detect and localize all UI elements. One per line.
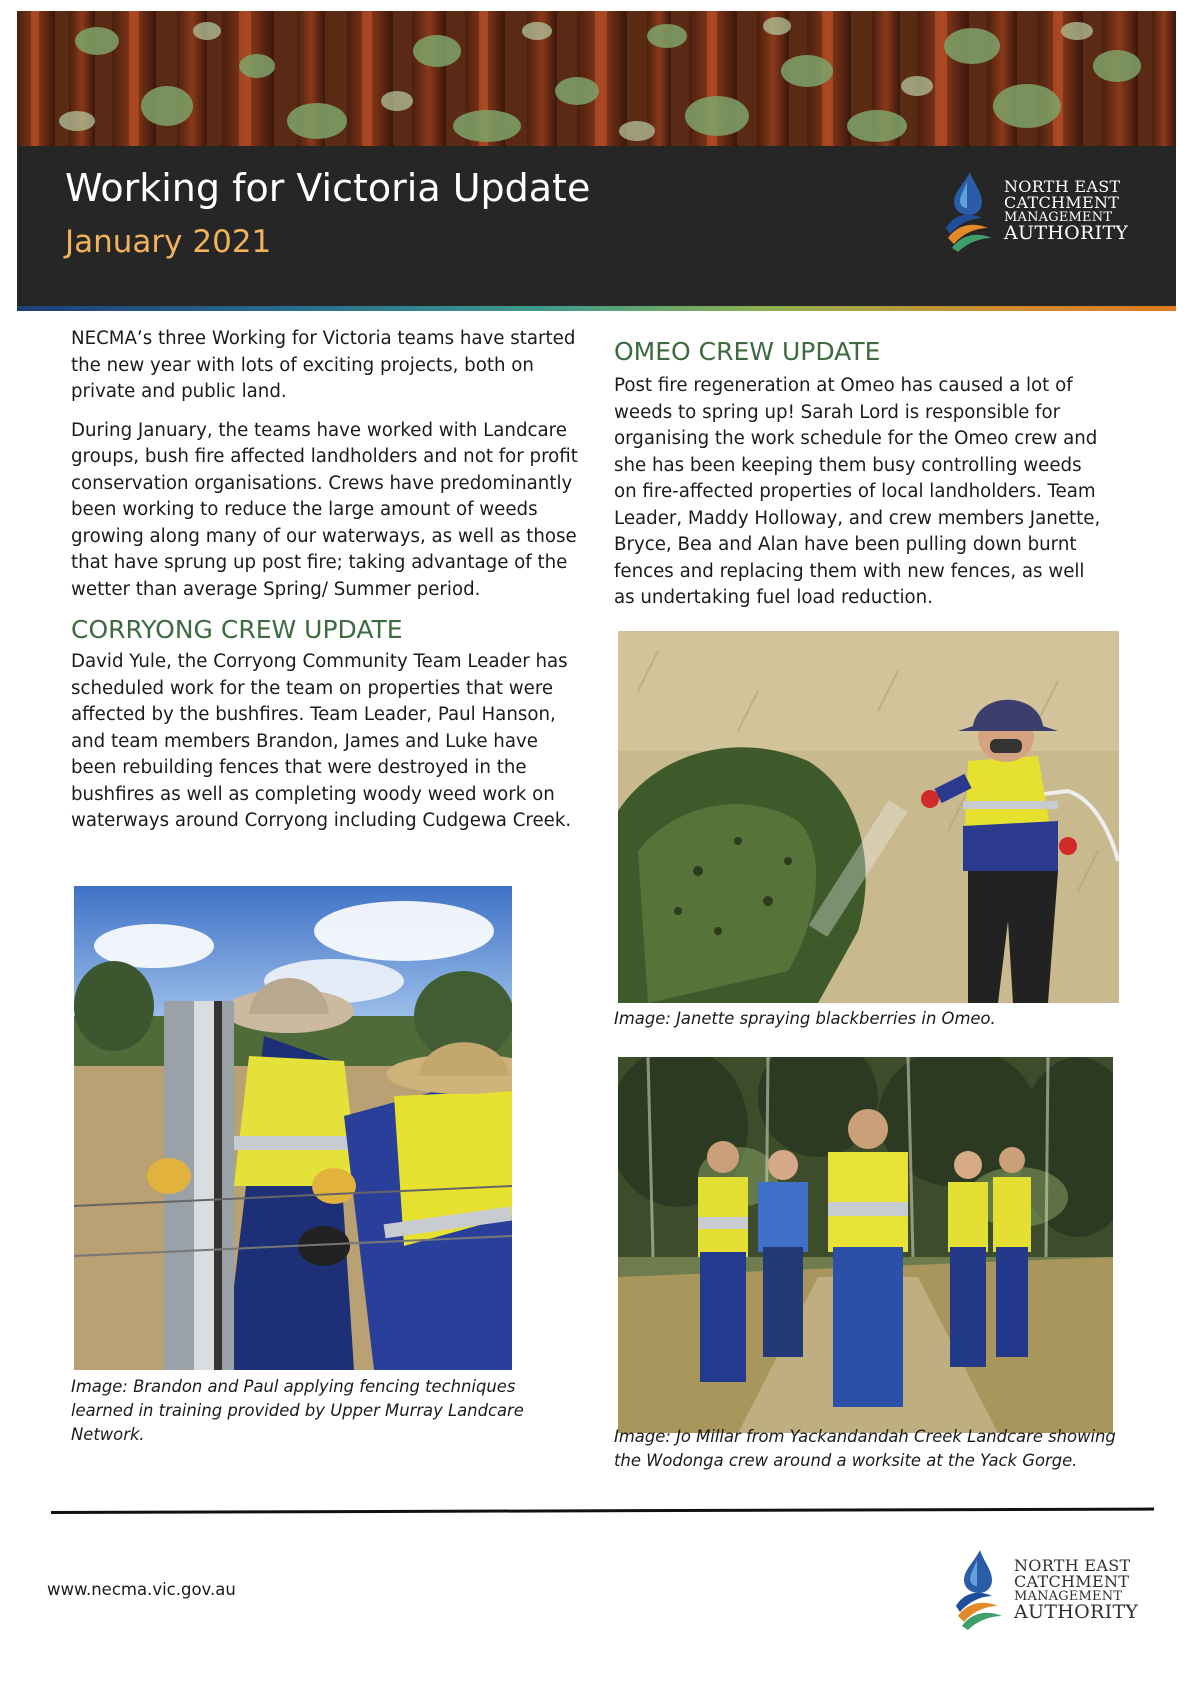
forest-header-image [17,11,1176,146]
intro-paragraph-1: NECMA’s three Working for Victoria teams have started the new year with lots of exciting projects, both on private and public land. [71,328,576,402]
caption-label: Image: [614,1427,671,1446]
right-column [614,373,1104,624]
logo-line-2: CATCHMENT [1014,1572,1130,1591]
logo-line-4: AUTHORITY [1014,1601,1139,1623]
omeo-photo-caption: Image: Janette spraying blackberries in Omeo. [614,1009,996,1028]
corryong-fencing-photo [74,886,512,1370]
left-column [71,326,581,847]
footer-divider [51,1508,1154,1514]
logo-line-2: CATCHMENT [1004,193,1120,212]
page-title: Working for Victoria Update [65,166,591,210]
logo-line-3: MANAGEMENT [1004,210,1113,225]
necma-logo-header [940,170,1128,252]
website-link[interactable]: www.necma.vic.gov.au [47,1580,236,1599]
omeo-paragraph: Post fire regeneration at Omeo has caused a lot of weeds to spring up! Sarah Lord is responsible for organising the work schedule for the Omeo crew and she has been keeping them busy controlling weeds on fire-affected properties of local landholders. Team Leader, Maddy Holloway, and crew members Janette, Bryce, Bea and Alan have been pulling down burnt fences and replacing them with new fences, as well as undertaking fuel load reduction. [614,375,1101,608]
logo-line-3: MANAGEMENT [1014,1589,1123,1604]
water-drop-logo-icon [950,1548,1006,1632]
wodonga-photo-caption [614,1425,1119,1473]
necma-logo-footer [950,1548,1138,1632]
header-banner [17,11,1176,311]
corryong-paragraph: David Yule, the Corryong Community Team Leader has scheduled work for the team on properties that were affected by the bushfires. Team Leader, Paul Hanson, and team members Brandon, James and Luke have been rebuilding fences that were destroyed in the bushfires as well as completing woody weed work on waterways around Corryong including Cudgewa Creek. [71,651,572,831]
logo-line-1: NORTH EAST [1014,1556,1131,1575]
page-subtitle-date: January 2021 [65,224,272,260]
wodonga-crew-photo [618,1057,1113,1433]
logo-line-1: NORTH EAST [1004,177,1121,196]
caption-text: Jo Millar from Yackandandah Creek Landcare showing the Wodonga crew around a worksite at the Yack Gorge. [614,1427,1116,1470]
corryong-heading: CORRYONG CREW UPDATE [71,615,403,644]
omeo-spraying-photo [618,631,1119,1003]
omeo-heading: OMEO CREW UPDATE [614,337,881,366]
intro-paragraph-2: During January, the teams have worked with Landcare groups, bush fire affected landholders and not for profit conservation organisations. Crews have predominantly been working to reduce the large amount of weeds growing along many of our waterways, as well as those that have sprung up post fire; taking advantage of the wetter than average Spring/ Summer period. [71,419,578,600]
water-drop-logo-icon [940,170,996,252]
logo-line-4: AUTHORITY [1004,222,1129,244]
color-gradient-strip [17,306,1176,311]
corryong-photo-caption: Image: Brandon and Paul applying fencing techniques learned in training provided by Upper Murray Landcare Network. [71,1377,524,1444]
